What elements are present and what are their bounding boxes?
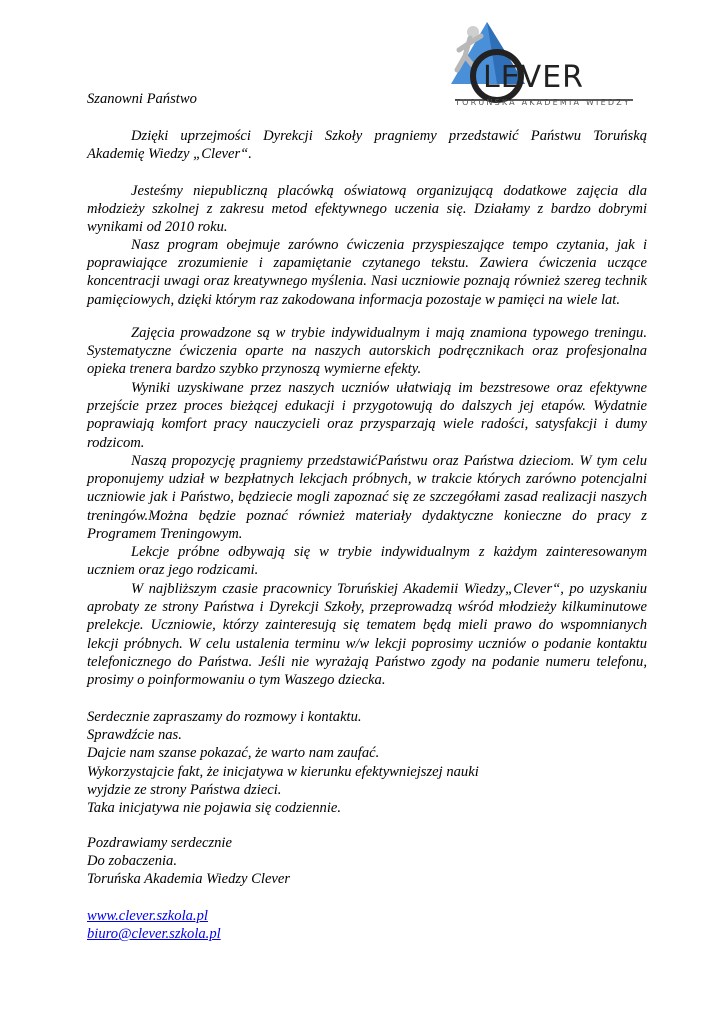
clever-logo	[437, 14, 637, 114]
signoff-line: Do zobaczenia.	[87, 853, 177, 870]
paragraph-lectures: W najbliższym czasie pracownicy Toruńskiej Akademii Wiedzy„Clever“, po uzyskaniu aprobaty ze strony Państwa i Dyrekcji Szkoły, przeprowadzą wśród młodzieży kilkuminutowe prelekcje. Uczniowie, którzy zainteresują się tematem będą mieli prawo do wspomnianych lekcji próbnych. W celu ustalenia terminu w/w lekcji poprosimy uczniów o podanie kontaktu telefonicznego do Państwa. Jeśli nie wyrażają Państwo zgody na podanie numeru telefonu, prosimy o poinformowaniu o tym Waszego dziecka.	[87, 581, 647, 689]
closing-line: Wykorzystajcie fakt, że inicjatywa w kierunku efektywniejszej nauki	[87, 763, 479, 780]
greeting: Szanowni Państwo	[87, 91, 197, 107]
paragraph-proposal: Naszą propozycję pragniemy przedstawićPaństwu oraz Państwa dzieciom. W tym celu proponujemy udział w bezpłatnych lekcjach próbnych, w trakcie których zarówno potencjalni uczniowie jak i Państwo, będziecie mogli zapoznać się ze szczegółami zasad realizacji naszych treningów.Można będzie poznać również materiały dydaktyczne konieczne do pracy z Programem Treningowym.	[87, 453, 647, 542]
closing-line: Dajcie nam szanse pokazać, że warto nam zaufać.	[87, 745, 380, 762]
closing-line: Taka inicjatywa nie pojawia się codziennie.	[87, 800, 342, 817]
logo-wordmark: LEVER	[483, 60, 584, 95]
closing-line: Sprawdźcie nas.	[87, 727, 182, 744]
paragraph-training: Zajęcia prowadzone są w trybie indywidualnym i mają znamiona typowego treningu. Systematyczne ćwiczenia oparte na naszych autorskich podręcznikach oraz profesjonalna opieka trenera bardzo szybko przynoszą wymierne efekty.	[87, 325, 647, 378]
paragraph-intro: Dzięki uprzejmości Dyrekcji Szkoły pragniemy przedstawić Państwu Toruńską Akademię Wiedzy „Clever“.	[87, 128, 647, 163]
signoff-block	[87, 834, 647, 889]
paragraph-about: Jesteśmy niepubliczną placówką oświatową organizującą dodatkowe zajęcia dla młodzieży szkolnej z zakresu metod efektywnego uczenia się. Działamy z bardzo dobrymi wynikami od 2010 roku.	[87, 183, 647, 236]
signoff-line: Toruńska Akademia Wiedzy Clever	[87, 871, 291, 888]
signoff-line: Pozdrawiamy serdecznie	[87, 835, 232, 851]
paragraph-program: Nasz program obejmuje zarówno ćwiczenia przyspieszające tempo czytania, jak i poprawiające zrozumienie i zapamiętanie czytanego tekstu. Zawiera ćwiczenia uczące koncentracji uwagi oraz kreatywnego myślenia. Nasi uczniowie poznają również szereg technik pamięciowych, dzięki którym raz zakodowana informacja pozostaje w pamięci na wiele lat.	[87, 237, 647, 308]
closing-block	[87, 708, 647, 817]
closing-line: wyjdzie ze strony Państwa dzieci.	[87, 781, 282, 798]
paragraph-results: Wyniki uzyskiwane przez naszych uczniów ułatwiają im bezstresowe oraz efektywne przejście przez proces bieżącej edukacji i przygotowują do dalszych jej etapów. Wydatnie poprawiają komfort pracy nauczycieli oraz przysparzają wiele radości, satysfakcji i dumy rodzicom.	[87, 380, 647, 451]
email-link[interactable]: biuro@clever.szkola.pl	[87, 926, 221, 943]
paragraph-trial-lessons: Lekcje próbne odbywają się w trybie indywidualnym z każdym zainteresowanym uczniem oraz jego rodzicami.	[87, 544, 647, 579]
contact-links	[87, 907, 647, 943]
website-link[interactable]: www.clever.szkola.pl	[87, 908, 208, 924]
logo-subtitle: TORUŃSKA AKADEMIA WIEDZY	[455, 98, 631, 107]
closing-line: Serdecznie zapraszamy do rozmowy i kontaktu.	[87, 709, 362, 725]
